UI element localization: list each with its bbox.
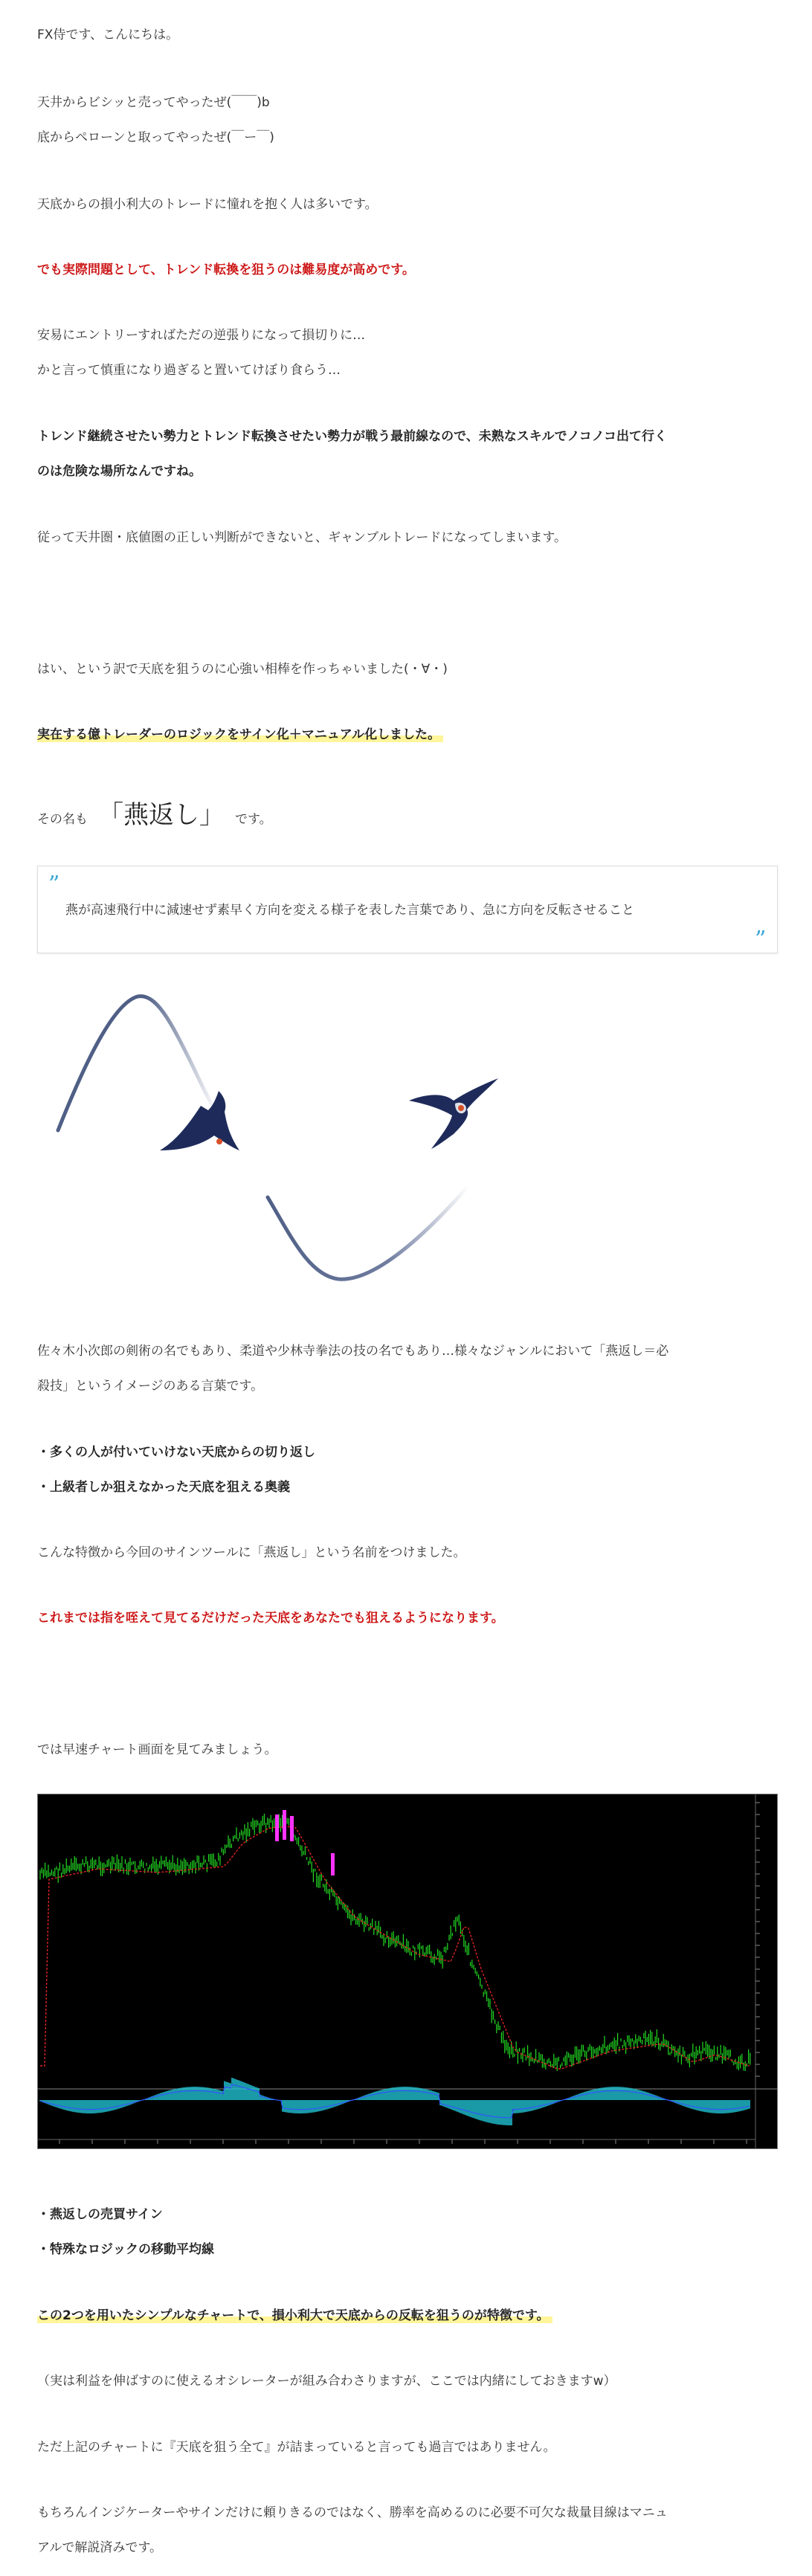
feature-bullet-2: ・上級者しか狙えなかった天底を狙える奥義 — [37, 1480, 290, 1495]
signal-mark — [331, 1853, 335, 1875]
feature-bullet-3: ・燕返しの売買サイン — [37, 2207, 163, 2222]
sell-top-text: 天井からビシッと売ってやったぜ(￣￣)b — [37, 95, 270, 110]
gamble-text: 従って天井圏・底値圏の正しい判断ができないと、ギャンブルトレードになってしまいます。 — [37, 530, 567, 545]
promise-text: これまでは指を咥えて見てるだけだった天底をあなたでも狙えるようになります。 — [37, 1611, 504, 1626]
flight-curve-1 — [58, 996, 217, 1130]
feature-bullet-4: ・特殊なロジックの移動平均線 — [37, 2242, 214, 2257]
manual-text-1: もちろんインジケーターやサインだけに頼りきるのではなく、勝率を高めるのに必要不可欠な裁量目線はマニュ — [37, 2505, 668, 2520]
swallow-icon-diving — [160, 1091, 239, 1150]
buy-bottom-text: 底からペローンと取ってやったぜ(￣ー￣) — [37, 130, 274, 145]
greeting-text: FX侍です、こんにちは。 — [37, 28, 179, 42]
oscillator-note-text: （実は利益を伸ばすのに使えるオシレーターが組み合わさりますが、ここでは内緒にしておきますw） — [37, 2374, 616, 2389]
chart-intro-text: では早速チャート画面を見てみましょう。 — [37, 1742, 277, 1757]
close-quote-icon: ” — [755, 927, 767, 953]
feature-bullet-1: ・多くの人が付いていけない天底からの切り返し — [37, 1445, 315, 1460]
easy-entry-text: 安易にエントリーすればただの逆張りになって損切りに… — [37, 328, 366, 343]
signal-mark — [283, 1810, 286, 1840]
partner-text: はい、という訳で天底を狙うのに心強い相棒を作っちゃいました(・∀・) — [37, 662, 448, 677]
meaning-text-2: 殺技」というイメージのある言葉です。 — [37, 1379, 264, 1394]
swallow-illustration — [52, 982, 558, 1294]
definition-quote — [37, 866, 778, 953]
signal-mark — [290, 1816, 294, 1841]
name-suffix: です。 — [235, 812, 272, 827]
simple-chart-text: この2つを用いたシンプルなチャートで、損小利大で天底からの反転を狙うのが特徴です。 — [37, 2308, 552, 2323]
signal-logic-text: 実在する億トレーダーのロジックをサイン化＋マニュアル化しました。 — [37, 727, 443, 742]
quote-text: 燕が高速飛行中に減速せず素早く方向を変える様子を表した言葉であり、急に方向を反転させること — [65, 903, 634, 918]
frontline-text-2: のは危険な場所なんですね。 — [37, 464, 202, 479]
all-in-chart-text: ただ上記のチャートに『天底を狙う全て』が詰まっていると言っても過言ではありません。 — [37, 2440, 556, 2455]
flight-curve-2 — [268, 1186, 468, 1279]
product-name: 「燕返し」 — [98, 800, 225, 830]
frontline-text-1: トレンド継続させたい勢力とトレンド転換させたい勢力が戦う最前線なので、未熟なスキルでノコノコ出て行く — [37, 429, 667, 444]
swallow-icon-rising — [409, 1078, 498, 1149]
open-quote-icon: ” — [48, 872, 60, 898]
manual-text-2: アルで解説済みです。 — [37, 2540, 162, 2555]
name-line — [37, 800, 272, 834]
chart-screenshot — [37, 1794, 778, 2149]
naming-text: こんな特徴から今回のサインツールに「燕返し」という名前をつけました。 — [37, 1545, 466, 1560]
longing-text: 天底からの損小利大のトレードに憧れを抱く人は多いです。 — [37, 197, 378, 212]
name-prefix: その名も — [37, 812, 88, 827]
signal-mark — [275, 1815, 279, 1841]
difficulty-text: でも実際問題として、トレンド転換を狙うのは難易度が高めです。 — [37, 263, 415, 277]
meaning-text-1: 佐々木小次郎の剣術の名でもあり、柔道や少林寺拳法の技の名でもあり…様々なジャンルにおいて「燕返し＝必 — [37, 1344, 669, 1359]
cautious-text: かと言って慎重になり過ぎると置いてけぼり食らう… — [37, 363, 341, 378]
